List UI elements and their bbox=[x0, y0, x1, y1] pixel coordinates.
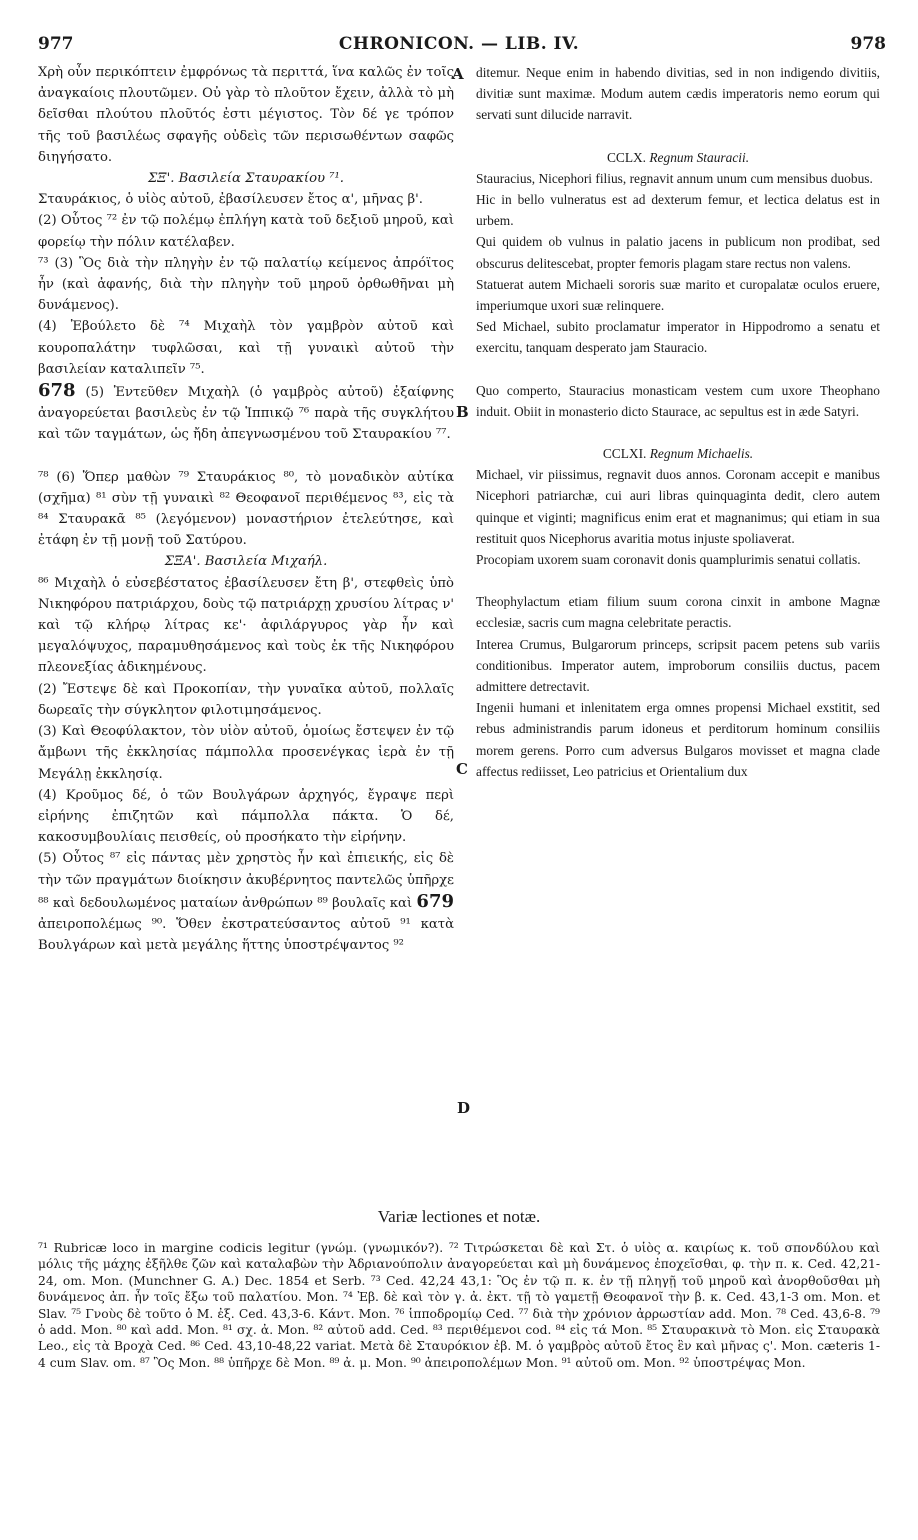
greek-261-para-5a: (5) Οὗτος ⁸⁷ εἰς πάντας μὲν χρηστὸς ἦν καὶ ἐπιεικής, εἰς δὲ τὴν τῶν πραγμάτων διοίκησιν ἀκυβέρνητος παντελῶς ὑπῆρχε ⁸⁸ καὶ δεδουλωμένος ματαίων ἀνθρώπων ⁸⁹ βουλαῖς καὶ bbox=[38, 851, 454, 911]
latin-261-para-1: Michael, vir piissimus, regnavit duos annos. Coronam accepit e manibus Nicephori patriarchæ, cui auri libras quinquaginta dedit, clero autem quinque et viginti; magnificus enim erat et magnanimus; qui etiam in sua restituit quos Nicephorus avaritia motus injuste spoliaverat. bbox=[476, 467, 880, 546]
greek-261-para-3: (3) Καὶ Θεοφύλακτον, τὸν υἱὸν αὐτοῦ, ὁμοίως ἔστεψεν ἐν τῷ ἄμβωνι τῆς ἐκκλησίας πάμπολλα προσενέγκας ἱερὰ ἐν τῇ Μεγάλῃ ἐκκλησίᾳ. bbox=[38, 724, 454, 782]
greek-261-para-5b: ἀπειροπολέμως ⁹⁰. Ὅθεν ἐκστρατεύσαντος αὐτοῦ ⁹¹ κατὰ Βουλγάρων καὶ μετὰ μεγάλης ἥττης ὑποστρέψαντος ⁹² bbox=[38, 916, 454, 954]
latin-section-260-number: CCLX. bbox=[606, 149, 647, 165]
latin-261-para-5: Ingenii humani et inlenitatem erga omnes propensi Michael exstitit, sed rebus administrandis parum idoneus et perditorum hominum consiliis morem gerens. Porro cum adversus Bulgaros movisset et magna clade affectus rediisset, Leo patricius et Orientalium dux bbox=[476, 700, 880, 779]
latin-section-260-title: Regnum Stauracii. bbox=[649, 149, 750, 165]
latin-section-261-heading bbox=[476, 443, 880, 464]
margin-letter-b: B bbox=[456, 403, 469, 421]
greek-260-para-4: (4) Ἐβούλετο δὲ ⁷⁴ Μιχαὴλ τὸν γαμβρὸν αὐτοῦ καὶ κουροπαλάτην τυφλῶσαι, καὶ τῇ γυναικὶ αὐτοῦ τὴν βασιλείαν καταλιπεῖν ⁷⁵. bbox=[38, 319, 454, 377]
footnotes bbox=[38, 1240, 880, 1371]
latin-section-260-heading bbox=[476, 147, 880, 168]
page-number-left: 977 bbox=[38, 34, 74, 54]
latin-260-para-2: Hic in bello vulneratus est ad dexterum femur, et lectica delatus est in urbem. bbox=[476, 192, 880, 229]
latin-260-para-4: Statuerat autem Michaeli sororis suæ marito et curopalatæ oculos eruere, imperiumque uxori suæ relinquere. bbox=[476, 276, 880, 314]
edition-page-number: 679 bbox=[416, 890, 454, 912]
margin-letter-d: D bbox=[457, 1099, 471, 1117]
latin-261-para-2: Procopiam uxorem suam coronavit donis quamplurimis senatui collatis. bbox=[476, 552, 861, 568]
notes-heading: Variæ lectiones et notæ. bbox=[377, 1207, 541, 1226]
latin-260-para-3: Qui quidem ob vulnus in palatio jacens in publicum non prodibat, sed obscurus delitescebat, propter femoris plagam stare rectus non valens. bbox=[476, 234, 880, 271]
latin-260-para-1: Stauracius, Nicephori filius, regnavit annum unum cum mensibus duobus. bbox=[476, 170, 873, 186]
latin-column bbox=[476, 62, 880, 782]
greek-261-para-2: (2) Ἔστεψε δὲ καὶ Προκοπίαν, τὴν γυναῖκα αὐτοῦ, πολλαῖς δωρεαῖς τὴν σύγκλητον φιλοτιμησάμενος. bbox=[38, 681, 454, 718]
latin-section-261-number: CCLXI. bbox=[602, 446, 647, 462]
greek-261-para-4: (4) Κροῦμος δέ, ὁ τῶν Βουλγάρων ἀρχηγός, ἔγραψε περὶ εἰρήνης ἐπιζητῶν καὶ πάμπολλα πάκτα. Ὁ δέ, κακοσυμβουλίαις πεισθείς, οὐ προσήκατο τὴν εἰρήνην. bbox=[38, 787, 454, 846]
page-number-right: 978 bbox=[850, 34, 886, 54]
greek-260-para-2: (2) Οὗτος ⁷² ἐν τῷ πολέμῳ ἐπλήγη κατὰ τοῦ δεξιοῦ μηροῦ, καὶ φορείῳ τὴν πόλιν κατέλαβεν. bbox=[38, 213, 454, 250]
greek-260-para-1: Σταυράκιος, ὁ υἱὸς αὐτοῦ, ἐβασίλευσεν ἔτος α', μῆνας β'. bbox=[38, 192, 423, 208]
greek-260-para-3: ⁷³ (3) Ὃς διὰ τὴν πληγὴν ἐν τῷ παλατίῳ κείμενος ἀπρόϊτος ἦν (καὶ ἀφανής, διὰ τὴν πληγὴν τοῦ μηροῦ ὀρθωθῆναι μὴ δυνάμενος). bbox=[38, 255, 454, 314]
running-title: CHRONICON. — LIB. IV. bbox=[338, 34, 580, 54]
greek-column bbox=[38, 62, 454, 956]
latin-intro: ditemur. Neque enim in habendo divitias, sed in non indigendo divitiis, divitiæ sunt maximæ. Modum autem cædis imperatoris nemo eorum qui servati sunt dilucide narravit. bbox=[476, 65, 880, 123]
greek-260-para-5 bbox=[38, 380, 454, 446]
latin-261-para-4: Interea Crumus, Bulgarorum princeps, scripsit pacem petens sub variis conditionibus. Imperator autem, improborum consiliis ductus, pacem admittere detrectavit. bbox=[476, 636, 880, 695]
edition-page-number: 678 bbox=[38, 380, 76, 402]
latin-section-261-title: Regnum Michaelis. bbox=[649, 446, 754, 462]
greek-260-para-6: ⁷⁸ (6) Ὅπερ μαθὼν ⁷⁹ Σταυράκιος ⁸⁰, τὸ μοναδικὸν αὐτίκα (σχῆμα) ⁸¹ σὺν τῇ γυναικὶ ⁸² Θεοφανοῖ περιθέμενος ⁸³, εἰς τὰ ⁸⁴ Σταυρακᾶ ⁸⁵ (λεγόμενον) μοναστήριον ἐτελεύτησε, καὶ ἐτάφη ἐν τῇ μονῇ τοῦ Σατύρου. bbox=[38, 469, 454, 549]
latin-260-para-6: Quo comperto, Stauracius monasticam vestem cum uxore Theophano induit. Obiit in monasterio dicto Staurace, ac sepultus est in æde Satyri. bbox=[476, 382, 880, 419]
margin-letter-c: C bbox=[456, 760, 468, 778]
margin-letter-a: A bbox=[452, 65, 464, 83]
greek-section-260-heading: ΣΞ'. Βασιλεία Σταυρακίου ⁷¹. bbox=[147, 171, 345, 187]
footnotes-text: ⁷¹ Rubricæ loco in margine codicis legitur (γνώμ. (γνωμικόν?). ⁷² Τιτρώσκεται δὲ καὶ Στ. ὁ υἱὸς α. καιρίως κ. τοῦ σπονδύλου καὶ μόλις τῆς μάχης ἐξῆλθε ζῶν καὶ καταλαβὼν τὴν Ἀδριανούπολιν ἀναγορεύεται καὶ μὴ δυνάμενος ἐποχεῖσθαι, φ. τὴν π. κ. Ced. 42,21-24, om. Mon. (Munchner G. A.) Dec. 1854 et Serb. ⁷³ Ced. 42,24 43,1: Ὃς ἐν τῷ π. κ. ἐν τῇ πληγῇ τοῦ μηροῦ καὶ ἀνορθοῦσθαι μὴ δυνάμενος ἀπ. ἦν τοῖς ἔξω τοῦ παλατίου. Mon. ⁷⁴ Ἐβ. δὲ καὶ τὸν γ. ἀ. ἐκτ. τῇ τὸ γαμετῇ Θεοφανοῖ τὴν β. κ. Ced. 43,1-3 om. Mon. et Slav. ⁷⁵ Γνοὺς δὲ τοῦτο ὁ Μ. ἐξ. Ced. 43,3-6. Κάντ. Mon. ⁷⁶ ἱπποδρομίῳ Ced. ⁷⁷ διὰ τὴν χρόνιον ἀρρωστίαν add. Mon. ⁷⁸ Ced. 43,6-8. ⁷⁹ ὁ add. Mon. ⁸⁰ καὶ add. Mon. ⁸¹ σχ. ἀ. Mon. ⁸² αὐτοῦ add. Ced. ⁸³ περιθέμενοι cod. ⁸⁴ εἰς τά Mon. ⁸⁵ Σταυρακινὰ τὸ Mon. εἰς Σταυρακὰ Leo., εἰς τὰ Βροχὰ Ced. ⁸⁶ Ced. 43,10-48,22 variat. Μετὰ δὲ Σταυρόκιον ἐβ. Μ. ὁ γαμβρὸς αὐτοῦ ἔτος ἓν καὶ μῆνας ς'. Mon. cæteris 1-4 cum Slav. om. ⁸⁷ Ὃς Mon. ⁸⁸ ὑπῆρχε δὲ Mon. ⁸⁹ ἀ. μ. Mon. ⁹⁰ ἀπειροπολέμων Mon. ⁹¹ αὐτοῦ om. Mon. ⁹² ὑποστρέψας Mon. bbox=[38, 1241, 880, 1370]
greek-section-261-heading: ΣΞΑ'. Βασιλεία Μιχαήλ. bbox=[164, 554, 328, 570]
latin-260-para-5: Sed Michael, subito proclamatur imperator in Hippodromo a senatu et exercitu, tanquam desperato jam Stauracio. bbox=[476, 319, 880, 356]
latin-261-para-3: Theophylactum etiam filium suum corona cinxit in ambone Magnæ ecclesiæ, sacris cum magna celebritate peractis. bbox=[476, 594, 880, 631]
greek-260-para-5-text: (5) Ἐντεῦθεν Μιχαὴλ (ὁ γαμβρὸς αὐτοῦ) ἐξαίφνης ἀναγορεύεται βασιλεὺς ἐν τῷ Ἱππικῷ ⁷⁶ παρὰ τῆς συγκλήτου καὶ τῶν ταγμάτων, ὡς ἤδη ἀπεγνωσμένου τοῦ Σταυρακίου ⁷⁷. bbox=[38, 385, 454, 443]
greek-intro: Χρὴ οὖν περικόπτειν ἐμφρόνως τὰ περιττά, ἵνα καλῶς ἐν τοῖς ἀναγκαίοις πλουτῶμεν. Οὐ γὰρ τὸ πλοῦτον ἔχειν, ἀλλὰ τὸ μὴ δεῖσθαι πλούτου πλοῦτός ἐστι μέγιστος. Τὸν δέ γε τρόπον τῆς τοῦ βασιλέως σφαγῆς οὐδεὶς τῶν περισωθέντων σαφῶς διηγήσατο. bbox=[38, 65, 454, 165]
greek-261-para-1: ⁸⁶ Μιχαὴλ ὁ εὐσεβέστατος ἐβασίλευσεν ἔτη β', στεφθεὶς ὑπὸ Νικηφόρου πατριάρχου, δοὺς τῷ πατριάρχῃ χρυσίου λίτρας ν' καὶ τῷ κλήρῳ λίτρας κε'· ἀφιλάργυρος γὰρ ἦν καὶ μεγαλόψυχος, παραμυθησάμενος καὶ τοὺς ἐκ τῆς Νικηφόρου πλεονεξίας ἀδικημένους. bbox=[38, 575, 454, 676]
running-header bbox=[0, 34, 918, 60]
greek-261-para-5 bbox=[38, 848, 454, 956]
